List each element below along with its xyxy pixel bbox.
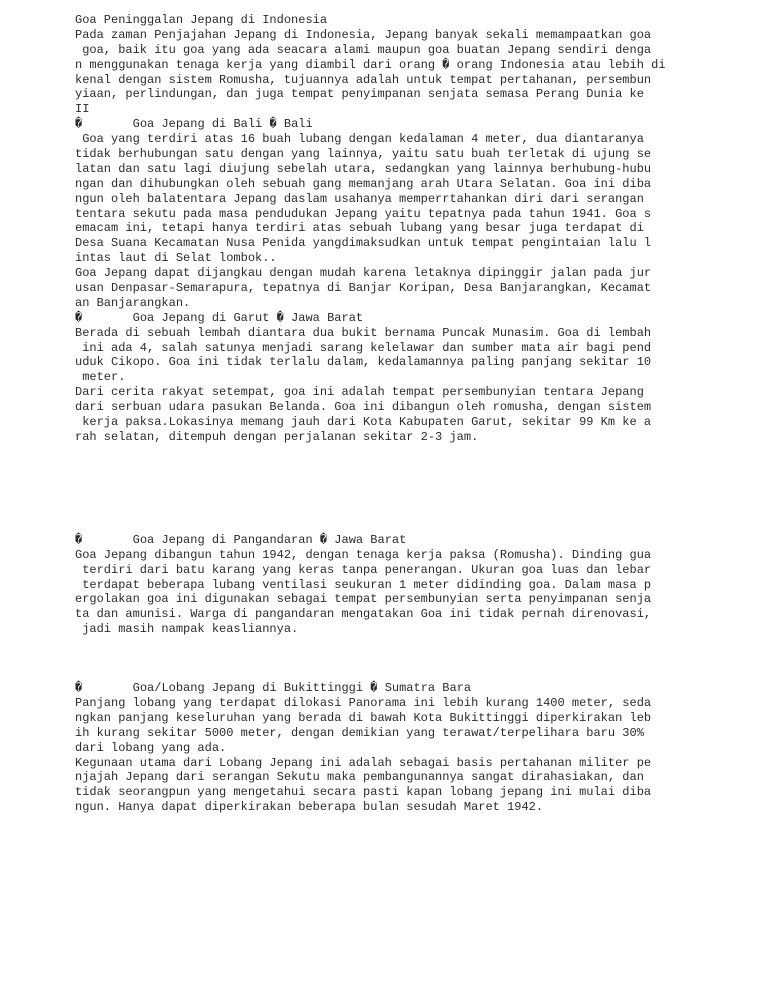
section-heading: � Goa Jepang di Pangandaran � Jawa Barat: [75, 532, 407, 547]
text-line: ngun oleh balatentara Jepang daslam usahanya memperrtahankan diri dari serangan: [75, 191, 644, 206]
section-bukittinggi: [75, 681, 685, 815]
text-line: latan dan satu lagi diujung sebelah utara, sedangkan yang lainnya berhubung-hubu: [75, 161, 652, 176]
text-line: dari lobang yang ada.: [75, 740, 227, 755]
document-page: [75, 13, 685, 815]
text-line: ngan dan dihubungkan oleh sebuah gang memanjang arah Utara Selatan. Goa ini diba: [75, 176, 652, 191]
section-heading: � Goa/Lobang Jepang di Bukittinggi � Sumatra Bara: [75, 681, 472, 696]
text-line: Goa Jepang dibangun tahun 1942, dengan tenaga kerja paksa (Romusha). Dinding gua: [75, 547, 652, 562]
paragraph: [75, 385, 685, 445]
text-line: Goa yang terdiri atas 16 buah lubang dengan kedalaman 4 meter, dua diantaranya: [75, 132, 644, 147]
text-line: ngun. Hanya dapat diperkirakan beberapa bulan sesudah Maret 1942.: [75, 800, 544, 815]
text-line: II: [75, 102, 90, 117]
text-line: terdiri dari batu karang yang keras tanpa penerangan. Ukuran goa luas dan lebar: [75, 562, 652, 577]
text-line: intas laut di Selat lombok..: [75, 251, 277, 266]
paragraph: [75, 756, 685, 816]
text-line: tidak berhubungan satu dengan yang lainnya, yaitu satu buah terletak di ujung se: [75, 147, 652, 162]
section-heading: � Goa Jepang di Bali � Bali: [75, 117, 313, 132]
text-line: emacam ini, tetapi hanya terdiri atas sebuah lubang yang besar juga terdapat di: [75, 221, 644, 236]
text-line: ih kurang sekitar 5000 meter, dengan demikian yang terawat/terpelihara baru 30%: [75, 725, 644, 740]
text-line: Dari cerita rakyat setempat, goa ini adalah tempat persembunyian tentara Jepang: [75, 385, 644, 400]
section-garut: [75, 311, 685, 445]
text-line: Desa Suana Kecamatan Nusa Penida yangdimaksudkan untuk tempat pengintaian lalu l: [75, 236, 652, 251]
blank-space: [75, 637, 685, 681]
text-line: tidak seorangpun yang mengetahui secara pasti kapan lobang jepang ini mulai diba: [75, 785, 652, 800]
blank-space: [75, 445, 685, 533]
text-line: jadi masih nampak keasliannya.: [75, 622, 299, 637]
text-line: dari serbuan udara pasukan Belanda. Goa ini dibangun oleh romusha, dengan sistem: [75, 400, 652, 415]
text-line: usan Denpasar-Semarapura, tepatnya di Banjar Koripan, Desa Banjarangkan, Kecamat: [75, 281, 652, 296]
paragraph: [75, 326, 685, 386]
text-line: uduk Cikopo. Goa ini tidak terlalu dalam, kedalamannya paling panjang sekitar 10: [75, 355, 652, 370]
text-line: kerja paksa.Lokasinya memang jauh dari Kota Kabupaten Garut, sekitar 99 Km ke a: [75, 415, 652, 430]
section-heading: � Goa Jepang di Garut � Jawa Barat: [75, 310, 364, 325]
text-line: Kegunaan utama dari Lobang Jepang ini adalah sebagai basis pertahanan militer pe: [75, 755, 652, 770]
text-line: Pada zaman Penjajahan Jepang di Indonesia, Jepang banyak sekali memampaatkan goa: [75, 27, 652, 42]
text-line: terdapat beberapa lubang ventilasi seukuran 1 meter didinding goa. Dalam masa p: [75, 577, 652, 592]
text-line: kenal dengan sistem Romusha, tujuannya adalah untuk tempat pertahanan, persembun: [75, 72, 652, 87]
text-line: n menggunakan tenaga kerja yang diambil dari orang � orang Indonesia atau lebih di: [75, 57, 666, 72]
text-line: yiaan, perlindungan, dan juga tempat penyimpanan senjata semasa Perang Dunia ke: [75, 87, 644, 102]
intro-paragraph: [75, 28, 685, 117]
section-bali: [75, 117, 685, 311]
document-title: Goa Peninggalan Jepang di Indonesia: [75, 13, 328, 27]
text-line: njajah Jepang dari serangan Sekutu maka pembangunannya sangat dirahasiakan, dan: [75, 770, 644, 785]
text-line: rah selatan, ditempuh dengan perjalanan sekitar 2-3 jam.: [75, 429, 479, 444]
text-line: ini ada 4, salah satunya menjadi sarang kelelawar dan sumber mata air bagi pend: [75, 340, 652, 355]
text-line: goa, baik itu goa yang ada seacara alami maupun goa buatan Jepang sendiri denga: [75, 42, 652, 57]
paragraph: [75, 548, 685, 637]
text-line: tentara sekutu pada masa pendudukan Jepang yaitu tepatnya pada tahun 1941. Goa s: [75, 206, 652, 221]
text-line: an Banjarangkan.: [75, 295, 191, 310]
paragraph: [75, 266, 685, 311]
text-line: Panjang lobang yang terdapat dilokasi Panorama ini lebih kurang 1400 meter, seda: [75, 695, 652, 710]
text-line: Berada di sebuah lembah diantara dua bukit bernama Puncak Munasim. Goa di lembah: [75, 325, 652, 340]
section-pangandaran: [75, 533, 685, 637]
paragraph: [75, 132, 685, 266]
text-line: ta dan amunisi. Warga di pangandaran mengatakan Goa ini tidak pernah direnovasi,: [75, 607, 652, 622]
paragraph: [75, 696, 685, 756]
text-line: ngkan panjang keseluruhan yang berada di bawah Kota Bukittinggi diperkirakan leb: [75, 710, 652, 725]
text-line: Goa Jepang dapat dijangkau dengan mudah karena letaknya dipinggir jalan pada jur: [75, 266, 652, 281]
text-line: meter.: [75, 370, 126, 385]
text-line: ergolakan goa ini digunakan sebagai tempat persembunyian serta penyimpanan senja: [75, 592, 652, 607]
